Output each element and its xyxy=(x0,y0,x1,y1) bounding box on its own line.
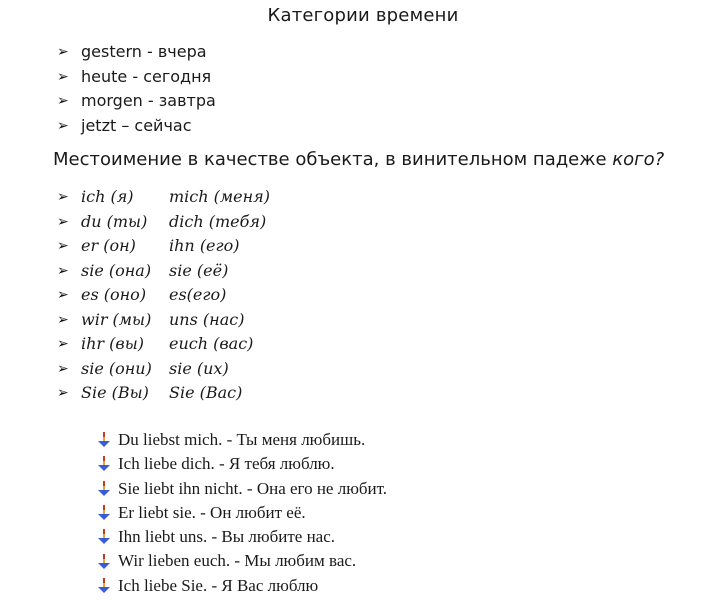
arrow-bullet-icon: ➢ xyxy=(57,262,69,279)
down-arrow-bullet-icon xyxy=(98,456,112,472)
list-item xyxy=(57,357,270,382)
example-sentence-list xyxy=(98,428,387,598)
accusative-pronoun: sie (их) xyxy=(169,358,229,378)
nominative-pronoun: er (он) xyxy=(81,236,136,255)
nominative-pronoun: sie (она) xyxy=(81,260,152,280)
example-sentence: Du liebst mich. - Ты меня любишь. xyxy=(118,430,366,449)
arrow-bullet-icon: ➢ xyxy=(57,44,69,60)
arrow-bullet-icon: ➢ xyxy=(57,189,69,205)
list-item xyxy=(98,501,387,525)
example-sentence: Sie liebt ihn nicht. - Она его не любит. xyxy=(118,478,388,498)
list-item xyxy=(98,452,387,476)
arrow-bullet-icon: ➢ xyxy=(57,213,69,230)
list-item xyxy=(57,308,270,333)
list-item xyxy=(57,210,270,235)
time-vocab-list xyxy=(57,40,216,138)
arrow-bullet-icon: ➢ xyxy=(57,360,69,377)
accusative-pronoun: es(его) xyxy=(169,285,227,304)
accusative-pronoun: dich (тебя) xyxy=(169,211,267,231)
list-item xyxy=(57,114,216,139)
page-title: Категории времени xyxy=(267,5,459,26)
example-sentence: Wir lieben euch. - Мы любим вас. xyxy=(118,551,357,571)
vocab-text: jetzt – сейчас xyxy=(81,115,192,135)
nominative-pronoun: sie (они) xyxy=(81,358,152,378)
down-arrow-bullet-icon xyxy=(98,505,112,521)
pronoun-list xyxy=(57,185,270,406)
arrow-bullet-icon: ➢ xyxy=(57,238,69,254)
list-item xyxy=(57,234,270,259)
list-item xyxy=(57,332,270,357)
accusative-pronoun: uns (нас) xyxy=(169,309,245,329)
vocab-text: gestern - вчера xyxy=(81,42,207,61)
list-item xyxy=(98,549,387,573)
accusative-pronoun: euch (вас) xyxy=(169,334,254,353)
arrow-bullet-icon: ➢ xyxy=(57,287,69,303)
nominative-pronoun: wir (мы) xyxy=(81,309,152,329)
down-arrow-bullet-icon xyxy=(98,578,112,594)
section-heading xyxy=(53,149,664,170)
example-sentence: Er liebt sie. - Он любит её. xyxy=(118,502,306,522)
accusative-pronoun: Sie (Вас) xyxy=(169,383,243,402)
example-sentence: Ich liebe Sie. - Я Вас люблю xyxy=(118,575,319,595)
list-item xyxy=(57,259,270,284)
list-item xyxy=(57,283,270,308)
list-item xyxy=(57,381,270,406)
vocab-text: heute - сегодня xyxy=(81,66,212,86)
nominative-pronoun: ihr (вы) xyxy=(81,334,144,353)
down-arrow-bullet-icon xyxy=(98,554,112,570)
list-item xyxy=(98,525,387,549)
nominative-pronoun: du (ты) xyxy=(81,211,148,231)
heading-emphasis: кого? xyxy=(612,149,665,170)
list-item xyxy=(57,185,270,210)
accusative-pronoun: ihn (его) xyxy=(169,236,240,255)
down-arrow-bullet-icon xyxy=(98,432,112,448)
vocab-text: morgen - завтра xyxy=(81,91,216,110)
arrow-bullet-icon: ➢ xyxy=(57,311,69,328)
list-item xyxy=(57,89,216,114)
arrow-bullet-icon: ➢ xyxy=(57,68,69,85)
accusative-pronoun: mich (меня) xyxy=(169,187,270,206)
list-item xyxy=(98,428,387,452)
nominative-pronoun: es (оно) xyxy=(81,285,147,304)
arrow-bullet-icon: ➢ xyxy=(57,336,69,352)
list-item xyxy=(57,40,216,65)
arrow-bullet-icon: ➢ xyxy=(57,93,69,109)
accusative-pronoun: sie (её) xyxy=(169,260,229,280)
example-sentence: Ich liebe dich. - Я тебя люблю. xyxy=(118,454,335,474)
arrow-bullet-icon: ➢ xyxy=(57,385,69,401)
example-sentence: Ihn liebt uns. - Вы любите нас. xyxy=(118,527,336,547)
heading-text: Местоимение в качестве объекта, в винительном падеже xyxy=(53,149,607,170)
list-item xyxy=(98,477,387,501)
list-item xyxy=(57,65,216,90)
nominative-pronoun: Sie (Вы) xyxy=(81,383,149,402)
down-arrow-bullet-icon xyxy=(98,529,112,545)
list-item xyxy=(98,574,387,598)
down-arrow-bullet-icon xyxy=(98,481,112,497)
arrow-bullet-icon: ➢ xyxy=(57,117,69,134)
nominative-pronoun: ich (я) xyxy=(81,187,134,206)
